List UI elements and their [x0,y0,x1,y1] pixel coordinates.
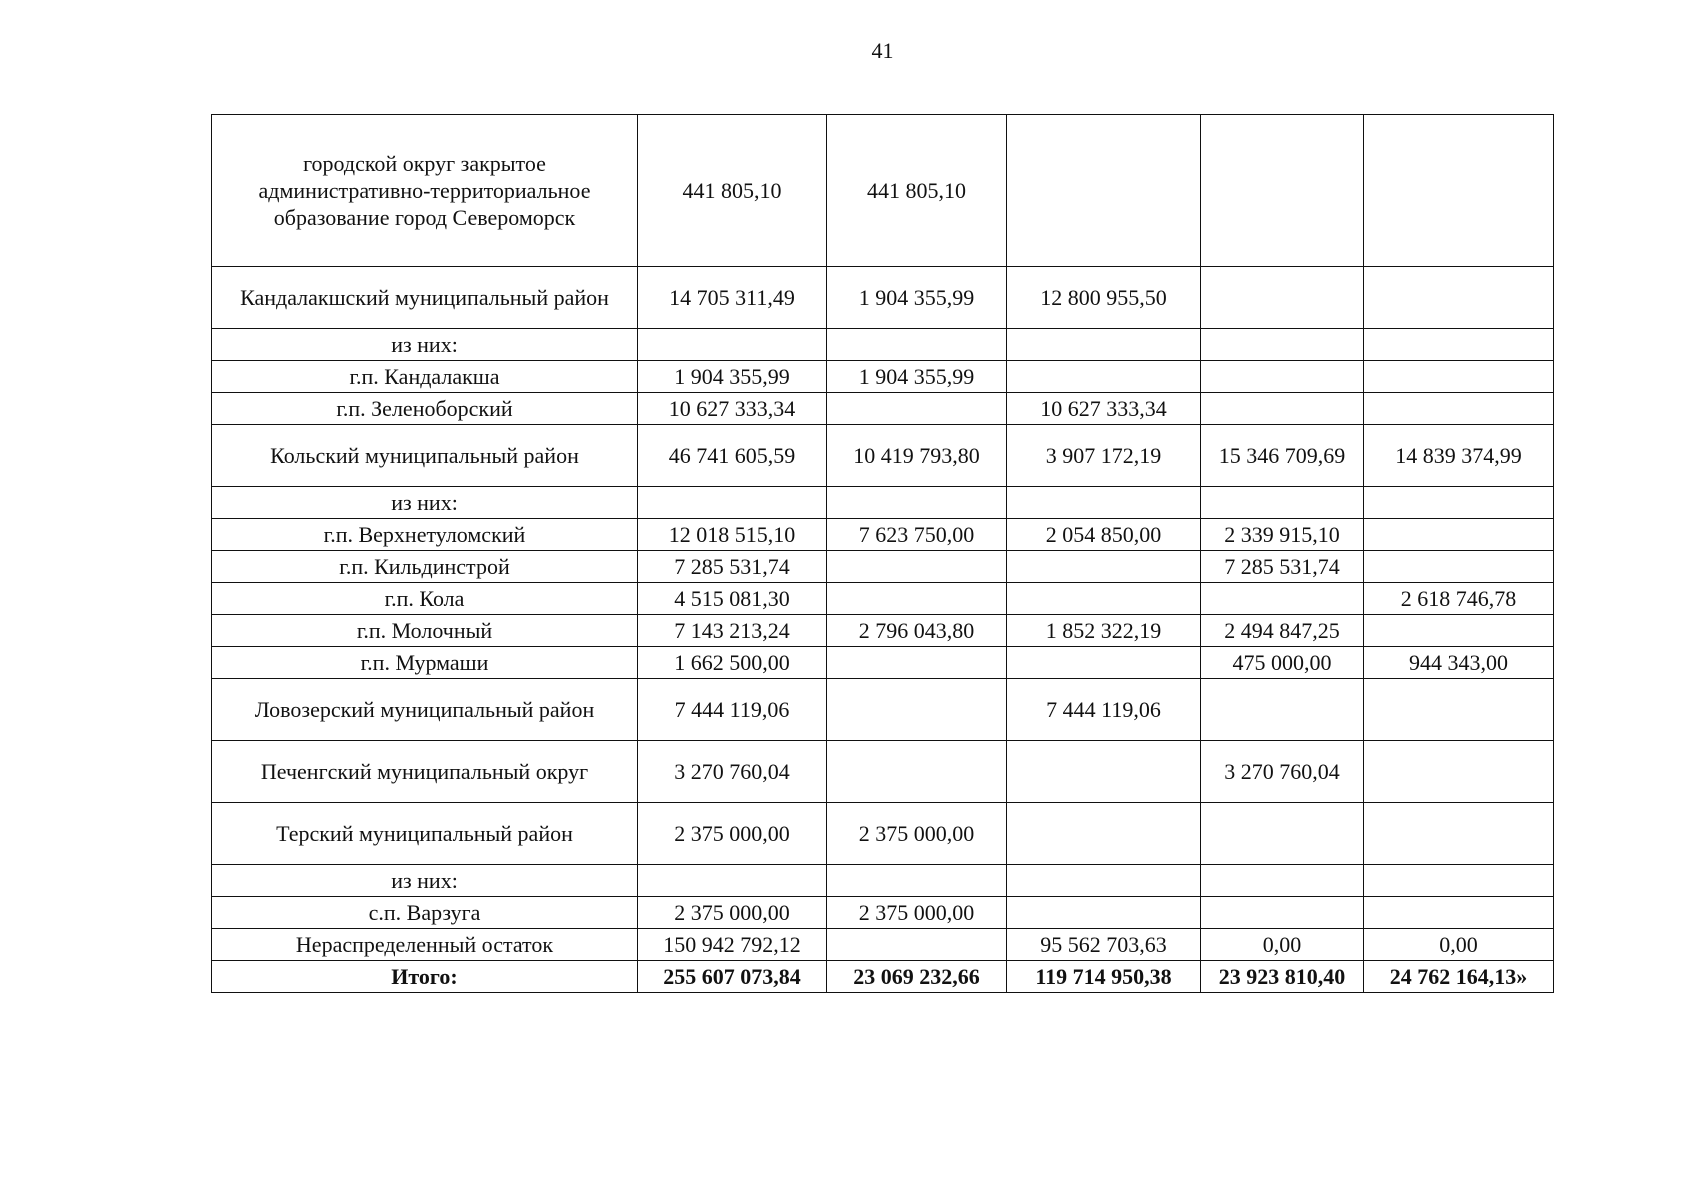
table-row [212,425,1554,487]
cell-value: 441 805,10 [638,115,827,267]
cell-value: 95 562 703,63 [1007,929,1201,961]
row-name: г.п. Кильдинстрой [212,551,638,583]
cell-value [1201,267,1364,329]
cell-value [827,647,1007,679]
cell-value: 14 839 374,99 [1364,425,1554,487]
cell-value [827,329,1007,361]
cell-value [1007,487,1201,519]
cell-value: 7 285 531,74 [638,551,827,583]
table-row [212,615,1554,647]
cell-value [1007,897,1201,929]
cell-value [1364,615,1554,647]
cell-value [1364,679,1554,741]
table-row [212,361,1554,393]
table-row [212,897,1554,929]
table-row [212,267,1554,329]
cell-value [1007,551,1201,583]
cell-value [1007,803,1201,865]
row-name: из них: [212,329,638,361]
cell-value: 150 942 792,12 [638,929,827,961]
total-value: 24 762 164,13» [1364,961,1554,993]
total-value: 23 069 232,66 [827,961,1007,993]
cell-value: 2 375 000,00 [827,897,1007,929]
cell-value: 2 796 043,80 [827,615,1007,647]
total-label: Итого: [212,961,638,993]
cell-value [1201,897,1364,929]
cell-value [827,583,1007,615]
cell-value: 7 444 119,06 [1007,679,1201,741]
cell-value: 1 904 355,99 [827,267,1007,329]
cell-value: 10 419 793,80 [827,425,1007,487]
cell-value: 12 800 955,50 [1007,267,1201,329]
cell-value: 7 143 213,24 [638,615,827,647]
cell-value [1201,393,1364,425]
table-row [212,487,1554,519]
table-row [212,551,1554,583]
table-row [212,329,1554,361]
cell-value [1201,329,1364,361]
row-name: Нераспределенный остаток [212,929,638,961]
cell-value: 7 285 531,74 [1201,551,1364,583]
cell-value: 3 270 760,04 [638,741,827,803]
row-name: Ловозерский муниципальный район [212,679,638,741]
table-row [212,803,1554,865]
cell-value: 46 741 605,59 [638,425,827,487]
cell-value [1364,115,1554,267]
row-name: г.п. Верхнетуломский [212,519,638,551]
page-number: 41 [871,38,894,63]
row-name: г.п. Молочный [212,615,638,647]
cell-value: 1 662 500,00 [638,647,827,679]
table-row [212,741,1554,803]
row-name: с.п. Варзуга [212,897,638,929]
cell-value: 3 907 172,19 [1007,425,1201,487]
cell-value [1201,679,1364,741]
cell-value [1007,115,1201,267]
cell-value [1364,803,1554,865]
cell-value: 15 346 709,69 [1201,425,1364,487]
cell-value [827,865,1007,897]
cell-value: 7 444 119,06 [638,679,827,741]
cell-value: 2 375 000,00 [827,803,1007,865]
row-name: Кандалакшский муниципальный район [212,267,638,329]
table-row [212,393,1554,425]
cell-value [638,865,827,897]
cell-value: 2 375 000,00 [638,803,827,865]
row-name: Кольский муниципальный район [212,425,638,487]
cell-value [1201,115,1364,267]
cell-value [1007,647,1201,679]
cell-value [1201,865,1364,897]
cell-value: 944 343,00 [1364,647,1554,679]
cell-value [1201,803,1364,865]
cell-value [827,741,1007,803]
cell-value: 0,00 [1364,929,1554,961]
table-row [212,865,1554,897]
row-name: из них: [212,487,638,519]
cell-value: 2 054 850,00 [1007,519,1201,551]
cell-value: 2 494 847,25 [1201,615,1364,647]
cell-value [1364,487,1554,519]
cell-value [827,487,1007,519]
cell-value: 441 805,10 [827,115,1007,267]
cell-value [1364,267,1554,329]
row-name: городской округ закрытое административно-территориальное образование город Североморск [212,115,638,267]
cell-value [638,487,827,519]
cell-value [1364,897,1554,929]
table-row [212,679,1554,741]
table-row [212,115,1554,267]
cell-value [1201,487,1364,519]
cell-value [1007,329,1201,361]
cell-value: 4 515 081,30 [638,583,827,615]
cell-value [827,551,1007,583]
total-row [212,961,1554,993]
row-name: г.п. Зеленоборский [212,393,638,425]
total-value: 119 714 950,38 [1007,961,1201,993]
total-value: 23 923 810,40 [1201,961,1364,993]
row-name: Печенгский муниципальный округ [212,741,638,803]
cell-value [638,329,827,361]
cell-value: 10 627 333,34 [1007,393,1201,425]
cell-value [1364,519,1554,551]
cell-value: 10 627 333,34 [638,393,827,425]
cell-value [1007,865,1201,897]
cell-value: 12 018 515,10 [638,519,827,551]
row-name: г.п. Кандалакша [212,361,638,393]
cell-value: 14 705 311,49 [638,267,827,329]
cell-value: 2 618 746,78 [1364,583,1554,615]
total-value: 255 607 073,84 [638,961,827,993]
table-row [212,583,1554,615]
cell-value: 7 623 750,00 [827,519,1007,551]
allocation-table [211,114,1554,993]
cell-value [1364,865,1554,897]
cell-value: 3 270 760,04 [1201,741,1364,803]
cell-value [1364,329,1554,361]
table-row [212,929,1554,961]
row-name: из них: [212,865,638,897]
cell-value: 1 852 322,19 [1007,615,1201,647]
cell-value [1007,361,1201,393]
cell-value: 1 904 355,99 [638,361,827,393]
cell-value: 2 375 000,00 [638,897,827,929]
cell-value [1364,361,1554,393]
cell-value: 475 000,00 [1201,647,1364,679]
table-row [212,647,1554,679]
cell-value [827,929,1007,961]
cell-value: 1 904 355,99 [827,361,1007,393]
cell-value: 2 339 915,10 [1201,519,1364,551]
row-name: г.п. Мурмаши [212,647,638,679]
cell-value [1201,583,1364,615]
cell-value: 0,00 [1201,929,1364,961]
row-name: г.п. Кола [212,583,638,615]
cell-value [1201,361,1364,393]
cell-value [1007,583,1201,615]
cell-value [1364,551,1554,583]
row-name: Терский муниципальный район [212,803,638,865]
cell-value [827,393,1007,425]
cell-value [1007,741,1201,803]
cell-value [827,679,1007,741]
table-row [212,519,1554,551]
cell-value [1364,741,1554,803]
cell-value [1364,393,1554,425]
